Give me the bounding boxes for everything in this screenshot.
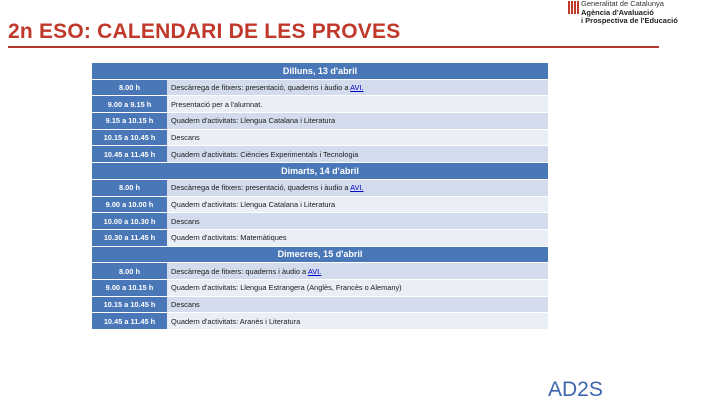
table-row xyxy=(92,280,548,297)
time-cell: 9.00 a 10.15 h xyxy=(92,280,167,297)
ad2s-brand: AD2S xyxy=(548,378,603,401)
activity-cell: Quadern d'activitats: Ciències Experimentals i Tecnologia xyxy=(167,146,548,163)
day-header-row xyxy=(92,163,548,180)
time-cell: 8.00 h xyxy=(92,180,167,197)
generalitat-emblem-icon xyxy=(568,1,578,14)
day-header-row xyxy=(92,247,548,264)
time-cell: 10.00 a 10.30 h xyxy=(92,213,167,230)
activity-cell: Quadern d'activitats: Llengua Catalana i Literatura xyxy=(167,113,548,130)
logo-line-2: Agència d'Avaluació xyxy=(581,7,654,17)
table-row xyxy=(92,146,548,163)
avi-link[interactable]: AVI. xyxy=(350,183,364,193)
activity-cell: Descans xyxy=(167,213,548,230)
title-divider xyxy=(8,46,659,48)
time-cell: 8.00 h xyxy=(92,263,167,280)
avi-link[interactable]: AVI. xyxy=(307,266,322,276)
activity-cell: Presentació per a l'alumnat. xyxy=(167,96,548,113)
activity-cell: Quadern d'activitats: Matemàtiques xyxy=(167,230,548,247)
activity-cell: Descans xyxy=(167,297,548,314)
day-heading: Dilluns, 13 d'abril xyxy=(92,63,548,80)
day-heading: Dimarts, 14 d'abril xyxy=(92,163,548,180)
table-row xyxy=(92,213,548,230)
table-row xyxy=(92,297,548,314)
day-heading: Dimecres, 15 d'abril xyxy=(92,247,548,264)
activity-cell xyxy=(167,180,548,197)
avi-link[interactable]: AVI. xyxy=(350,83,364,93)
table-row xyxy=(92,80,548,97)
activity-cell xyxy=(167,80,548,97)
table-row xyxy=(92,313,548,330)
page-title: 2n ESO: CALENDARI DE LES PROVES xyxy=(8,20,401,43)
logo-line-1: Generalitat de Catalunya xyxy=(581,0,664,8)
table-row xyxy=(92,180,548,197)
time-cell: 10.45 a 11.45 h xyxy=(92,313,167,330)
table-row xyxy=(92,197,548,214)
table-row xyxy=(92,113,548,130)
generalitat-logo xyxy=(568,0,706,30)
table-row xyxy=(92,263,548,280)
exam-calendar-table xyxy=(92,63,548,330)
time-cell: 9.15 a 10.15 h xyxy=(92,113,167,130)
time-cell: 10.15 a 10.45 h xyxy=(92,297,167,314)
activity-cell: Quadern d'activitats: Llengua Catalana i Literatura xyxy=(167,197,548,214)
logo-line-3: i Prospectiva de l'Educació xyxy=(581,16,678,25)
time-cell: 10.30 a 11.45 h xyxy=(92,230,167,247)
activity-text: Descàrrega de fitxers: presentació, quaderns i àudio a xyxy=(171,83,351,93)
time-cell: 10.15 a 10.45 h xyxy=(92,130,167,147)
activity-cell: Quadern d'activitats: Llengua Estrangera (Anglès, Francès o Alemany) xyxy=(167,280,548,297)
time-cell: 9.00 a 10.00 h xyxy=(92,197,167,214)
activity-cell: Descans xyxy=(167,130,548,147)
activity-cell: Quadern d'activitats: Aranès i Literatura xyxy=(167,313,548,330)
time-cell: 8.00 h xyxy=(92,80,167,97)
time-cell: 10.45 a 11.45 h xyxy=(92,146,167,163)
table-row xyxy=(92,96,548,113)
time-cell: 9.00 a 9.15 h xyxy=(92,96,167,113)
day-header-row xyxy=(92,63,548,80)
activity-text: Descàrrega de fitxers: quaderns i àudio a xyxy=(171,266,308,276)
activity-text: Descàrrega de fitxers: presentació, quaderns i àudio a xyxy=(171,183,351,193)
table-row xyxy=(92,230,548,247)
table-row xyxy=(92,130,548,147)
activity-cell xyxy=(167,263,548,280)
